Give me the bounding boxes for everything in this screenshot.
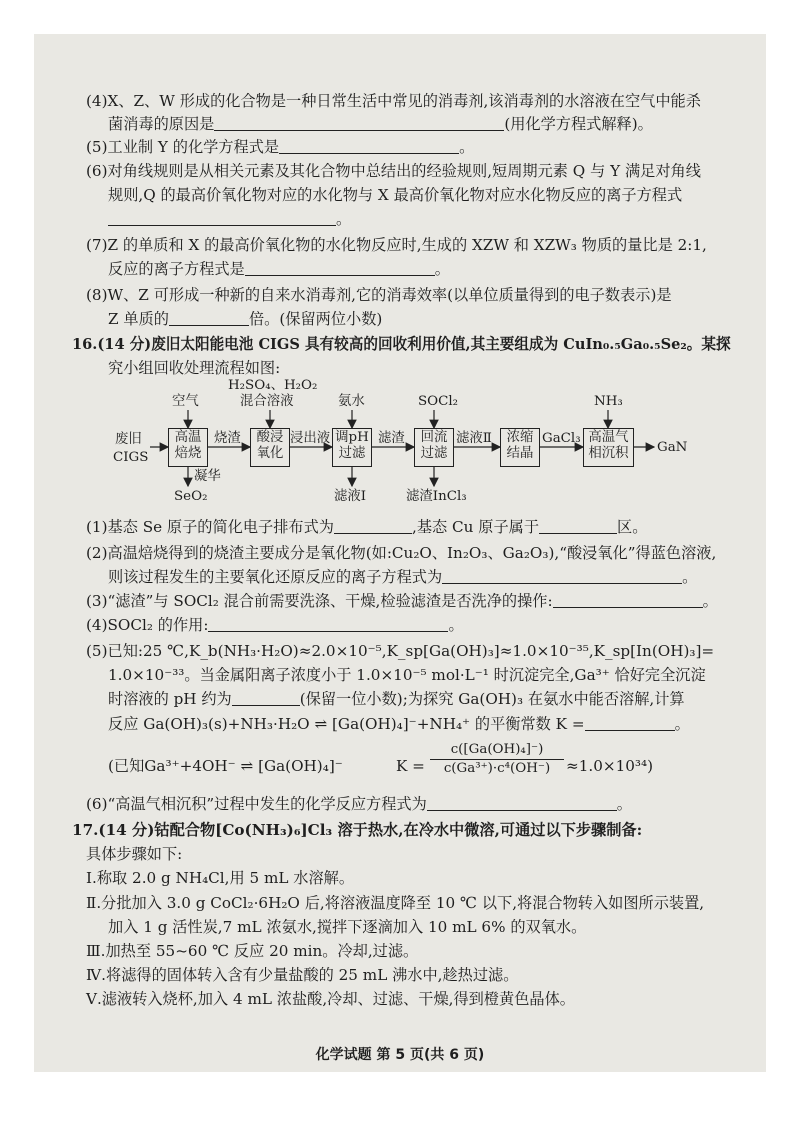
- box-vapor-deposition: 高温气 相沉积: [583, 428, 634, 467]
- fraction-numerator: c([Ga(OH)₄]⁻): [450, 742, 544, 757]
- answer-blank[interactable]: [232, 690, 300, 706]
- output-incl3: 滤渣InCl₃: [406, 489, 467, 504]
- q16-part5-line4: 反应 Ga(OH)₃(s)+NH₃·H₂O ⇌ [Ga(OH)₄]⁻+NH₄⁺ 的平衡常数 K = 。: [108, 715, 690, 733]
- q15-part6-line3: 。: [108, 208, 351, 230]
- q15-part8-line2: Z 单质的 倍。(保留两位小数): [108, 310, 383, 328]
- label-filtrate-2: 滤液Ⅱ: [456, 431, 492, 446]
- answer-blank[interactable]: [442, 568, 682, 584]
- equilibrium-value: ≈1.0×10³⁴): [566, 757, 654, 775]
- q15-part7-line2: 反应的离子方程式是 。: [108, 260, 450, 278]
- page-footer: 化学试题 第 5 页(共 6 页): [315, 1047, 485, 1063]
- q16-heading-line2: 究小组回收处理流程如图:: [108, 359, 281, 377]
- label-leachate: 浸出液: [290, 431, 331, 446]
- input-socl2: SOCl₂: [418, 394, 459, 409]
- box-roast: 高温 焙烧: [168, 428, 208, 467]
- q16-heading-line1: 16.(14 分)废旧太阳能电池 CIGS 具有较高的回收利用价值,其主要组成为 CuIn₀.₅Ga₀.₅Se₂。某探: [72, 335, 731, 353]
- box-acid-leach: 酸浸 氧化: [250, 428, 290, 467]
- q16-part2-line1: (2)高温焙烧得到的烧渣主要成分是氧化物(如:Cu₂O、In₂O₃、Ga₂O₃),“酸浸氧化”得蓝色溶液,: [86, 544, 717, 562]
- label-gacl3: GaCl₃: [542, 431, 581, 446]
- q17-step-4: Ⅳ.将滤得的固体转入含有少量盐酸的 25 mL 沸水中,趁热过滤。: [86, 966, 519, 984]
- q16-part5-note: (已知Ga³⁺+4OH⁻ ⇌ [Ga(OH)₄]⁻: [108, 757, 343, 775]
- label-residue: 滤渣: [378, 431, 405, 446]
- start-label-2: CIGS: [113, 450, 149, 465]
- input-ammonia: 氨水: [338, 394, 365, 409]
- output-seo2: SeO₂: [174, 489, 208, 504]
- equilibrium-k-label: K =: [396, 757, 425, 775]
- answer-blank[interactable]: [553, 592, 703, 608]
- q17-step-3: Ⅲ.加热至 55~60 ℃ 反应 20 min。冷却,过滤。: [86, 942, 419, 960]
- q15-part5: (5)工业制 Y 的化学方程式是 。: [86, 138, 475, 156]
- product-gan: GaN: [657, 440, 688, 455]
- answer-blank[interactable]: [539, 518, 617, 534]
- box-adjust-ph: 调pH 过滤: [332, 428, 372, 467]
- q17-step-1: Ⅰ.称取 2.0 g NH₄Cl,用 5 mL 水溶解。: [86, 869, 355, 887]
- equilibrium-fraction: [430, 741, 564, 778]
- start-label-1: 废旧: [115, 432, 142, 447]
- answer-blank[interactable]: [334, 518, 412, 534]
- q16-part5-line3: 时溶液的 pH 约为 (保留一位小数);为探究 Ga(OH)₃ 在氨水中能否溶解,计算: [108, 690, 685, 708]
- output-filtrate-1: 滤液Ⅰ: [334, 489, 367, 504]
- q17-steps-title: 具体步骤如下:: [86, 845, 183, 863]
- q17-step-2-line2: 加入 1 g 活性炭,7 mL 浓氨水,搅拌下逐滴加入 10 mL 6% 的双氧水。: [108, 918, 587, 936]
- q17-step-2-line1: Ⅱ.分批加入 3.0 g CoCl₂·6H₂O 后,将溶液温度降至 10 ℃ 以下,将混合物转入如图所示装置,: [86, 894, 705, 912]
- q16-part1: (1)基态 Se 原子的简化电子排布式为 ,基态 Cu 原子属于 区。: [86, 518, 648, 536]
- label-slag: 烧渣: [214, 431, 241, 446]
- q15-part7-line1: (7)Z 的单质和 X 的最高价氧化物的水化物反应时,生成的 XZW 和 XZW₃ 物质的量比是 2:1,: [86, 236, 707, 254]
- box-reflux: 回流 过滤: [414, 428, 454, 467]
- q16-part6: (6)“高温气相沉积”过程中发生的化学反应方程式为 。: [86, 795, 632, 813]
- q15-part6-line1: (6)对角线规则是从相关元素及其化合物中总结出的经验规则,短周期元素 Q 与 Y 满足对角线: [86, 162, 701, 180]
- q16-part5-line2: 1.0×10⁻³³。当金属阳离子浓度小于 1.0×10⁻⁵ mol·L⁻¹ 时沉淀完全,Ga³⁺ 恰好完全沉淀: [108, 666, 706, 684]
- q15-part4-line1: (4)X、Z、W 形成的化合物是一种日常生活中常见的消毒剂,该消毒剂的水溶液在空气中能杀: [86, 92, 701, 110]
- q15-part6-line2: 规则,Q 的最高价氧化物对应的水化物与 X 最高价氧化物对应水化物反应的离子方程式: [108, 186, 683, 204]
- answer-blank[interactable]: [585, 715, 675, 731]
- answer-blank[interactable]: [208, 616, 448, 632]
- q16-part5-line1: (5)已知:25 ℃,K_b(NH₃·H₂O)≈2.0×10⁻⁵,K_sp[Ga(OH)₃]≈1.0×10⁻³⁵,K_sp[In(OH)₃]=: [86, 642, 715, 660]
- input-nh3: NH₃: [594, 394, 623, 409]
- input-acid-formula: H₂SO₄、H₂O₂: [228, 378, 318, 393]
- box-concentrate: 浓缩 结晶: [500, 428, 540, 467]
- q17-heading: 17.(14 分)钴配合物[Co(NH₃)₆]Cl₃ 溶于热水,在冷水中微溶,可通过以下步骤制备:: [72, 821, 643, 839]
- q16-part4: (4)SOCl₂ 的作用: 。: [86, 616, 464, 634]
- label-sublimation: 凝华: [194, 469, 221, 484]
- q15-part8-line1: (8)W、Z 可形成一种新的自来水消毒剂,它的消毒效率(以单位质量得到的电子数表示)是: [86, 286, 672, 304]
- q17-step-5: Ⅴ.滤液转入烧杯,加入 4 mL 浓盐酸,冷却、过滤、干燥,得到橙黄色晶体。: [86, 990, 575, 1008]
- answer-blank[interactable]: [427, 795, 617, 811]
- fraction-denominator: c(Ga³⁺)·c⁴(OH⁻): [430, 759, 564, 778]
- input-air: 空气: [172, 394, 199, 409]
- q16-part3: (3)“滤渣”与 SOCl₂ 混合前需要洗涤、干燥,检验滤渣是否洗净的操作: 。: [86, 592, 718, 610]
- q16-part2-line2: 则该过程发生的主要氧化还原反应的离子方程式为 。: [108, 568, 698, 586]
- input-acid-label: 混合溶液: [240, 394, 294, 409]
- q15-part4-line2: 菌消毒的原因是 (用化学方程式解释)。: [108, 115, 653, 133]
